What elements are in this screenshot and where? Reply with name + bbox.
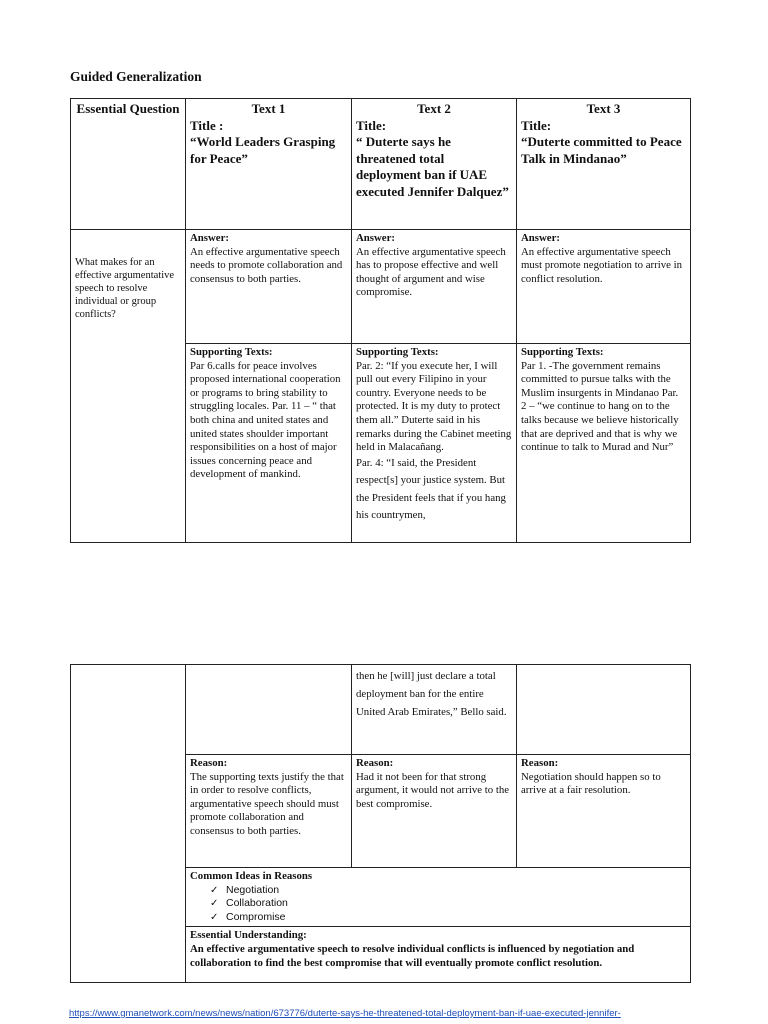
reason-2: Reason: Had it not been for that strong argument, it would not arrive to the best compromise. xyxy=(352,755,517,868)
checkmark-icon: ✓ xyxy=(210,898,219,910)
text-2-header: Text 2 Title: “ Duterte says he threatened total deployment ban if UAE executed Jennifer Dalquez” xyxy=(352,99,517,230)
reason-1: Reason: The supporting texts justify the that in order to resolve conflicts, argumentative speech should must promote collaboration and consensus to both parties. xyxy=(186,755,352,868)
list-item: ✓ Negotiation xyxy=(210,883,280,896)
text-3-header: Text 3 Title: “Duterte committed to Peace Talk in Mindanao” xyxy=(517,99,691,230)
common-ideas-list xyxy=(190,884,686,925)
common-ideas: Common Ideas in Reasons ✓ Negotiation ✓ Collaboration ✓ Compromise xyxy=(186,868,691,927)
essential-question: What makes for an effective argumentative speech to resolve individual or group conflicts? xyxy=(71,230,186,543)
list-item: ✓ Compromise xyxy=(210,910,286,923)
answer-2: Answer: An effective argumentative speech has to propose effective and well thought of argument and wise compromise. xyxy=(352,230,517,344)
supporting-row-continued xyxy=(71,665,691,755)
source-link[interactable]: https://www.gmanetwork.com/news/news/nation/673776/duterte-says-he-threatened-total-deployment-ban-if-uae-executed-jennifer- xyxy=(69,1008,621,1019)
essential-question-blank xyxy=(71,665,186,983)
checkmark-icon: ✓ xyxy=(210,911,219,923)
essential-question-header: Essential Question xyxy=(71,99,186,230)
supporting-2-page2: then he [will] just declare a total deployment ban for the entire United Arab Emirates,” Bello said. xyxy=(352,665,517,755)
answer-row xyxy=(71,230,691,344)
supporting-2: Supporting Texts: Par. 2: “If you execute her, I will pull out every Filipino in your country. Everyone needs to be protected. It is my duty to protect them all.” Duterte said in his remarks during the Cabinet meeting held in Malacañang. Par. 4: “I said, the President respect[s] your justice system. But the President feels that if you hang his countrymen, xyxy=(352,344,517,543)
text-1-header: Text 1 Title : “World Leaders Grasping for Peace” xyxy=(186,99,352,230)
supporting-3: Supporting Texts: Par 1. -The government remains committed to pursue talks with the Muslim insurgents in Mindanao Par. 2 – “we continue to hang on to the talks because we believe historically that are deprived and that is why we continue to talk to Murad and Nur” xyxy=(517,344,691,543)
essential-understanding: Essential Understanding: An effective argumentative speech to resolve individual conflicts is influenced by negotiation and collaboration to find the best compromise that will eventually promote conflict resolution. xyxy=(186,927,691,983)
list-item: ✓ Collaboration xyxy=(210,897,288,910)
supporting-3-continued xyxy=(517,665,691,755)
page-heading: Guided Generalization xyxy=(70,69,202,84)
supporting-1: Supporting Texts: Par 6.calls for peace involves proposed international cooperation or programs to bring stability to struggling locales. Par. 11 – “ that both china and united states and united states shoulder important responsibilities on a host of major issues concerning peace and development of mankind. xyxy=(186,344,352,543)
answer-3: Answer: An effective argumentative speech must promote negotiation to arrive in conflict resolution. xyxy=(517,230,691,344)
checkmark-icon: ✓ xyxy=(210,884,219,896)
supporting-2-continued: Par. 4: “I said, the President respect[s] your justice system. But the President feels that if you hang his countrymen, xyxy=(356,456,506,522)
answer-1: Answer: An effective argumentative speech needs to promote collaboration and consensus to both parties. xyxy=(186,230,352,344)
generalization-table xyxy=(70,98,691,543)
supporting-1-continued xyxy=(186,665,352,755)
text-1-title: “World Leaders Grasping for Peace” xyxy=(190,134,336,166)
reason-3: Reason: Negotiation should happen so to arrive at a fair resolution. xyxy=(517,755,691,868)
generalization-table-continued xyxy=(70,664,691,983)
header-row xyxy=(71,99,691,230)
text-2-title: “ Duterte says he threatened total deployment ban if UAE executed Jennifer Dalquez” xyxy=(356,134,509,199)
text-3-title: “Duterte committed to Peace Talk in Mindanao” xyxy=(521,134,682,166)
